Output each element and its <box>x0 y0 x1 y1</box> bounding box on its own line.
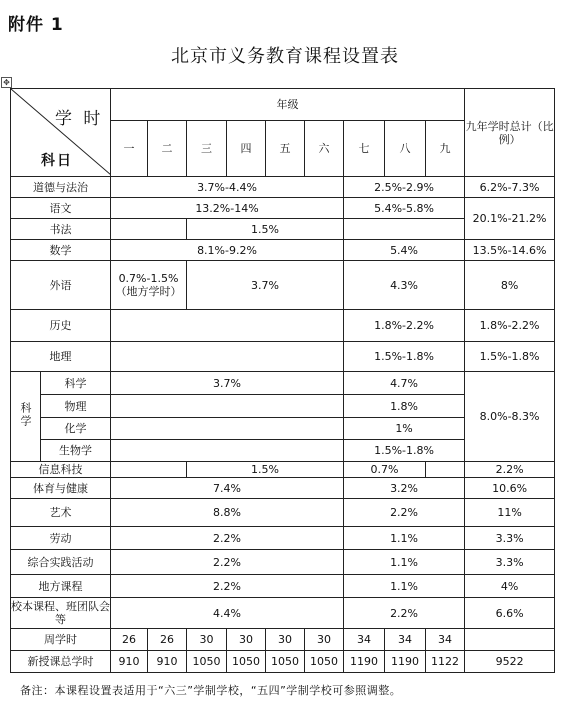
total-hours-grade-1: 910 <box>111 651 148 673</box>
value-cell-chinese-junior: 5.4%-5.8% <box>344 198 465 219</box>
value-cell-chemistry-junior: 1% <box>344 418 465 440</box>
value-cell-arts-junior: 2.2% <box>344 499 465 527</box>
total-header: 九年学时总计（比例） <box>465 89 555 177</box>
table-move-handle-icon[interactable]: ✥ <box>1 77 12 88</box>
grade-header-4: 四 <box>227 121 266 177</box>
subject-cell-physics: 物理 <box>41 395 111 418</box>
grade-header-9: 九 <box>426 121 465 177</box>
attachment-label: 附件 1 <box>8 15 64 35</box>
weekly-hours-grade-9: 34 <box>426 629 465 651</box>
empty-cell <box>111 395 344 418</box>
table-row <box>11 527 555 550</box>
total-hours-label: 新授课总学时 <box>11 651 111 673</box>
value-cell-moral-junior: 2.5%-2.9% <box>344 177 465 198</box>
empty-cell <box>111 310 344 342</box>
value-cell-it-grades-7-8: 0.7% <box>344 462 426 478</box>
value-cell-foreign-junior: 4.3% <box>344 261 465 310</box>
table-row <box>11 575 555 598</box>
table-row <box>11 629 555 651</box>
total-hours-grade-4: 1050 <box>227 651 266 673</box>
total-cell-arts: 11% <box>465 499 555 527</box>
table-row <box>11 651 555 673</box>
corner-header-cell <box>11 89 111 177</box>
total-hours-grade-2: 910 <box>148 651 187 673</box>
value-cell-school-junior: 2.2% <box>344 598 465 629</box>
value-cell-chinese-primary: 13.2%-14% <box>111 198 344 219</box>
empty-cell <box>111 418 344 440</box>
table-row <box>11 372 555 395</box>
total-cell-geography: 1.5%-1.8% <box>465 342 555 372</box>
value-cell-foreign-grades-1-2: 0.7%-1.5%（地方学时） <box>111 261 187 310</box>
value-cell-geography-junior: 1.5%-1.8% <box>344 342 465 372</box>
subject-cell-moral: 道德与法治 <box>11 177 111 198</box>
empty-cell <box>111 440 344 462</box>
subject-cell-information-technology: 信息科技 <box>11 462 111 478</box>
value-cell-local-primary: 2.2% <box>111 575 344 598</box>
grade-header-2: 二 <box>148 121 187 177</box>
weekly-hours-grade-5: 30 <box>266 629 305 651</box>
value-cell-moral-primary: 3.7%-4.4% <box>111 177 344 198</box>
grade-header-5: 五 <box>266 121 305 177</box>
total-cell-labor: 3.3% <box>465 527 555 550</box>
weekly-hours-grade-7: 34 <box>344 629 385 651</box>
subject-cell-local: 地方课程 <box>11 575 111 598</box>
total-cell-school-based: 6.6% <box>465 598 555 629</box>
value-cell-labor-junior: 1.1% <box>344 527 465 550</box>
table-row <box>11 198 555 219</box>
subject-cell-school-based: 校本课程、班团队会等 <box>11 598 111 629</box>
total-cell-practice: 3.3% <box>465 550 555 575</box>
value-cell-labor-primary: 2.2% <box>111 527 344 550</box>
value-cell-local-junior: 1.1% <box>344 575 465 598</box>
total-cell-science: 8.0%-8.3% <box>465 372 555 462</box>
value-cell-it-grades-3-6: 1.5% <box>187 462 344 478</box>
empty-cell <box>111 462 187 478</box>
table-row <box>11 462 555 478</box>
empty-cell <box>111 219 187 240</box>
header-row-grade-group <box>11 89 555 121</box>
subject-cell-math: 数学 <box>11 240 111 261</box>
table-row <box>11 550 555 575</box>
corner-subject-label: 科日 <box>41 153 73 169</box>
subject-cell-labor: 劳动 <box>11 527 111 550</box>
science-group-cell <box>11 372 41 462</box>
total-cell-moral: 6.2%-7.3% <box>465 177 555 198</box>
value-cell-science-junior: 4.7% <box>344 372 465 395</box>
curriculum-table <box>10 88 555 673</box>
grade-group-header: 年级 <box>111 89 465 121</box>
value-cell-science-primary: 3.7% <box>111 372 344 395</box>
total-hours-grade-7: 1190 <box>344 651 385 673</box>
table-row <box>11 240 555 261</box>
subject-cell-history: 历史 <box>11 310 111 342</box>
total-cell-local: 4% <box>465 575 555 598</box>
subject-cell-pe: 体育与健康 <box>11 478 111 499</box>
value-cell-pe-junior: 3.2% <box>344 478 465 499</box>
subject-cell-biology: 生物学 <box>41 440 111 462</box>
value-cell-arts-primary: 8.8% <box>111 499 344 527</box>
total-cell-chinese: 20.1%-21.2% <box>465 198 555 240</box>
table-row <box>11 342 555 372</box>
subject-cell-chemistry: 化学 <box>41 418 111 440</box>
footnote: 备注：本课程设置表适用于“六三”学制学校，“五四”学制学校可参照调整。 <box>20 684 402 697</box>
subject-cell-arts: 艺术 <box>11 499 111 527</box>
value-cell-school-primary: 4.4% <box>111 598 344 629</box>
total-cell-pe: 10.6% <box>465 478 555 499</box>
value-cell-physics-junior: 1.8% <box>344 395 465 418</box>
table-row <box>11 499 555 527</box>
table-row <box>11 478 555 499</box>
total-hours-grade-8: 1190 <box>385 651 426 673</box>
total-cell-foreign-language: 8% <box>465 261 555 310</box>
value-cell-math-junior: 5.4% <box>344 240 465 261</box>
empty-cell <box>111 342 344 372</box>
empty-cell <box>426 462 465 478</box>
grade-header-1: 一 <box>111 121 148 177</box>
value-cell-math-primary: 8.1%-9.2% <box>111 240 344 261</box>
table-row <box>11 261 555 310</box>
value-cell-calligraphy: 1.5% <box>187 219 344 240</box>
total-cell-history: 1.8%-2.2% <box>465 310 555 342</box>
grade-header-7: 七 <box>344 121 385 177</box>
empty-cell <box>465 629 555 651</box>
value-cell-foreign-grades-3-6: 3.7% <box>187 261 344 310</box>
subject-cell-foreign-language: 外语 <box>11 261 111 310</box>
weekly-hours-grade-8: 34 <box>385 629 426 651</box>
table-row <box>11 310 555 342</box>
subject-cell-science: 科学 <box>41 372 111 395</box>
total-hours-grade-6: 1050 <box>305 651 344 673</box>
total-hours-nine-year: 9522 <box>465 651 555 673</box>
weekly-hours-grade-4: 30 <box>227 629 266 651</box>
subject-cell-chinese: 语文 <box>11 198 111 219</box>
subject-cell-practice: 综合实践活动 <box>11 550 111 575</box>
document-title: 北京市义务教育课程设置表 <box>171 46 399 67</box>
value-cell-pe-primary: 7.4% <box>111 478 344 499</box>
subject-cell-geography: 地理 <box>11 342 111 372</box>
total-cell-information-technology: 2.2% <box>465 462 555 478</box>
total-hours-grade-5: 1050 <box>266 651 305 673</box>
value-cell-practice-junior: 1.1% <box>344 550 465 575</box>
grade-header-6: 六 <box>305 121 344 177</box>
empty-cell <box>344 219 465 240</box>
value-cell-history-junior: 1.8%-2.2% <box>344 310 465 342</box>
grade-header-3: 三 <box>187 121 227 177</box>
science-group-label: 科学 <box>19 402 32 428</box>
total-hours-grade-9: 1122 <box>426 651 465 673</box>
value-cell-biology-junior: 1.5%-1.8% <box>344 440 465 462</box>
weekly-hours-grade-6: 30 <box>305 629 344 651</box>
total-hours-grade-3: 1050 <box>187 651 227 673</box>
grade-header-8: 八 <box>385 121 426 177</box>
weekly-hours-grade-2: 26 <box>148 629 187 651</box>
subject-cell-calligraphy: 书法 <box>11 219 111 240</box>
weekly-hours-grade-1: 26 <box>111 629 148 651</box>
table-row <box>11 598 555 629</box>
table-row <box>11 177 555 198</box>
weekly-hours-grade-3: 30 <box>187 629 227 651</box>
corner-time-label: 学 时 <box>55 109 104 129</box>
weekly-hours-label: 周学时 <box>11 629 111 651</box>
total-cell-math: 13.5%-14.6% <box>465 240 555 261</box>
value-cell-practice-primary: 2.2% <box>111 550 344 575</box>
